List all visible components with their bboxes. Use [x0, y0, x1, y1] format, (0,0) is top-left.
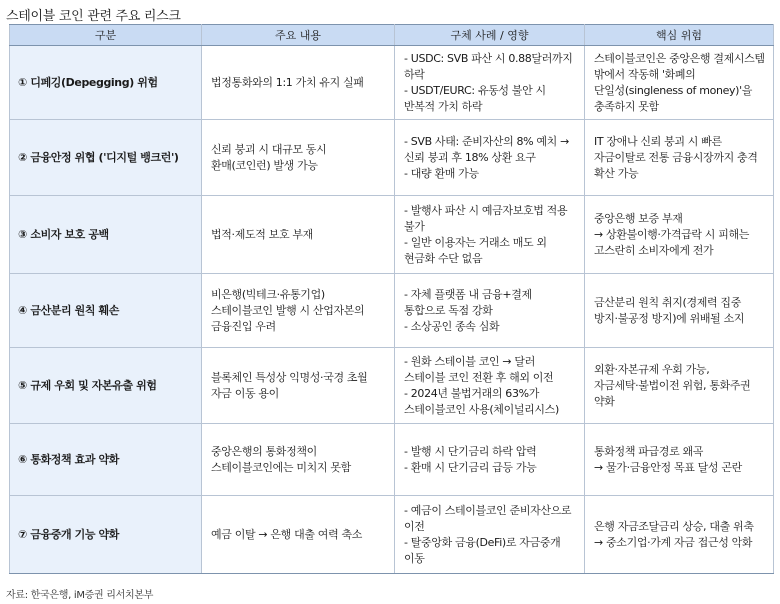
cell-line: - 자체 플랫폼 내 금융+결제 [404, 287, 532, 301]
risk-cell [585, 46, 774, 120]
cell-line: 은행 자금조달금리 상승, 대출 위축 [594, 519, 754, 533]
cell-line: 스테이블코인은 중앙은행 결제시스템 [594, 51, 765, 65]
risk-cell [585, 274, 774, 348]
content-cell [202, 496, 395, 574]
risk-cell [585, 120, 774, 196]
cell-line: 금산분리 원칙 취지(경제력 집중 [594, 295, 741, 309]
cell-line: 자금 이동 용이 [211, 386, 279, 400]
category-cell: ① 디페깅(Depegging) 위험 [10, 46, 202, 120]
table-body [10, 46, 774, 574]
cell-line: 현금화 수단 없음 [404, 251, 483, 265]
cell-line: 방지·불공정 방지)에 위배될 소지 [594, 311, 745, 325]
cell-line: → 상환불이행·가격급락 시 피해는 [594, 227, 750, 241]
cases-cell [395, 496, 585, 574]
cell-line: 스테이블 코인 전환 후 해외 이전 [404, 370, 554, 384]
header-cases: 구체 사례 / 영향 [395, 25, 585, 46]
cases-cell [395, 120, 585, 196]
content-cell [202, 120, 395, 196]
cell-line: - 소상공인 종속 심화 [404, 319, 500, 333]
cell-line: 스테이블코인에는 미치지 못함 [211, 460, 351, 474]
cell-line: - 일반 이용자는 거래소 매도 외 [404, 235, 547, 249]
category-cell: ③ 소비자 보호 공백 [10, 196, 202, 274]
table-row [10, 348, 774, 424]
header-risk: 핵심 위험 [585, 25, 774, 46]
cases-cell [395, 46, 585, 120]
risk-cell [585, 424, 774, 496]
cases-cell [395, 196, 585, 274]
cell-line: 확산 가능 [594, 166, 639, 180]
cell-line: 환매(코인런) 발생 가능 [211, 158, 318, 172]
cell-line: 약화 [594, 394, 615, 408]
cell-line: → 중소기업·가계 자금 접근성 악화 [594, 535, 753, 549]
category-cell: ⑥ 통화정책 효과 약화 [10, 424, 202, 496]
cell-line: 통합으로 독점 강화 [404, 303, 493, 317]
content-cell [202, 348, 395, 424]
cell-line: 비은행(빅테크·유통기업) [211, 287, 325, 301]
cell-line: 외환·자본규제 우회 가능, [594, 362, 710, 376]
content-cell [202, 196, 395, 274]
table-row [10, 496, 774, 574]
cell-line: - USDC: SVB 파산 시 0.88달러까지 [404, 51, 573, 65]
table-header-row [10, 25, 774, 46]
cell-line: IT 장애나 신뢰 붕괴 시 빠른 [594, 134, 722, 148]
cell-line: - 발행 시 단기금리 하락 압력 [404, 444, 537, 458]
risk-cell [585, 196, 774, 274]
header-content: 주요 내용 [202, 25, 395, 46]
risk-cell [585, 348, 774, 424]
content-cell [202, 46, 395, 120]
cell-line: 블록체인 특성상 익명성·국경 초월 [211, 370, 368, 384]
cell-line: 예금 이탈 → 은행 대출 여력 축소 [211, 527, 363, 541]
cell-line: - 발행사 파산 시 예금자보호법 적용 [404, 203, 568, 217]
header-category: 구분 [10, 25, 202, 46]
cell-line: 중앙은행의 통화정책이 [211, 444, 317, 458]
cell-line: 자금이탈로 전통 금융시장까지 충격 [594, 150, 758, 164]
cell-line: 이동 [404, 551, 425, 565]
cell-line: 불가 [404, 219, 425, 233]
cell-line: - 예금이 스테이블코인 준비자산으로 [404, 503, 572, 517]
content-cell [202, 274, 395, 348]
cell-line: 반복적 가치 하락 [404, 99, 483, 113]
category-cell: ④ 금산분리 원칙 훼손 [10, 274, 202, 348]
cell-line: 중앙은행 보증 부재 [594, 211, 683, 225]
cell-line: → 물가·금융안정 목표 달성 곤란 [594, 460, 742, 474]
cell-line: 신뢰 붕괴 후 18% 상환 요구 [404, 150, 536, 164]
cell-line: 이전 [404, 519, 425, 533]
cell-line: - 환매 시 단기금리 급등 가능 [404, 460, 537, 474]
table-row [10, 196, 774, 274]
cell-line: - SVB 사태: 준비자산의 8% 예치 → [404, 134, 569, 148]
cases-cell [395, 348, 585, 424]
cell-line: - 대량 환매 가능 [404, 166, 479, 180]
category-cell: ② 금융안정 위협 ('디지털 뱅크런') [10, 120, 202, 196]
cases-cell [395, 424, 585, 496]
cell-line: 신뢰 붕괴 시 대규모 동시 [211, 142, 327, 156]
cell-line: 금융진입 우려 [211, 319, 276, 333]
cell-line: 스테이블코인 발행 시 산업자본의 [211, 303, 365, 317]
table-row [10, 46, 774, 120]
cell-line: 법정통화와의 1:1 가치 유지 실패 [211, 75, 364, 89]
cell-line: 통화정책 파급경로 왜곡 [594, 444, 704, 458]
category-cell: ⑤ 규제 우회 및 자본유출 위험 [10, 348, 202, 424]
risk-cell [585, 496, 774, 574]
cell-line: 밖에서 작동해 '화폐의 [594, 67, 696, 81]
category-cell: ⑦ 금융중개 기능 약화 [10, 496, 202, 574]
cell-line: 단일성(singleness of money)'을 [594, 83, 753, 97]
cases-cell [395, 274, 585, 348]
cell-line: 충족하지 못함 [594, 99, 659, 113]
cell-line: 법적·제도적 보호 부재 [211, 227, 313, 241]
risk-table [9, 24, 774, 574]
table-row [10, 120, 774, 196]
cell-line: - 탈중앙화 금융(DeFi)로 자금중개 [404, 535, 561, 549]
cell-line: - 원화 스테이블 코인 → 달러 [404, 354, 535, 368]
content-cell [202, 424, 395, 496]
cell-line: 자금세탁·불법이전 위험, 통화주권 [594, 378, 751, 392]
cell-line: 스테이블코인 사용(체이널리시스) [404, 402, 559, 416]
cell-line: - USDT/EURC: 유동성 불안 시 [404, 83, 546, 97]
cell-line: - 2024년 불법거래의 63%가 [404, 386, 539, 400]
cell-line: 고스란히 소비자에게 전가 [594, 243, 714, 257]
source-note: 자료: 한국은행, iM증권 리서치본부 [6, 590, 154, 601]
table-row [10, 424, 774, 496]
table-row [10, 274, 774, 348]
page-title: 스테이블 코인 관련 주요 리스크 [6, 9, 181, 24]
cell-line: 하락 [404, 67, 425, 81]
